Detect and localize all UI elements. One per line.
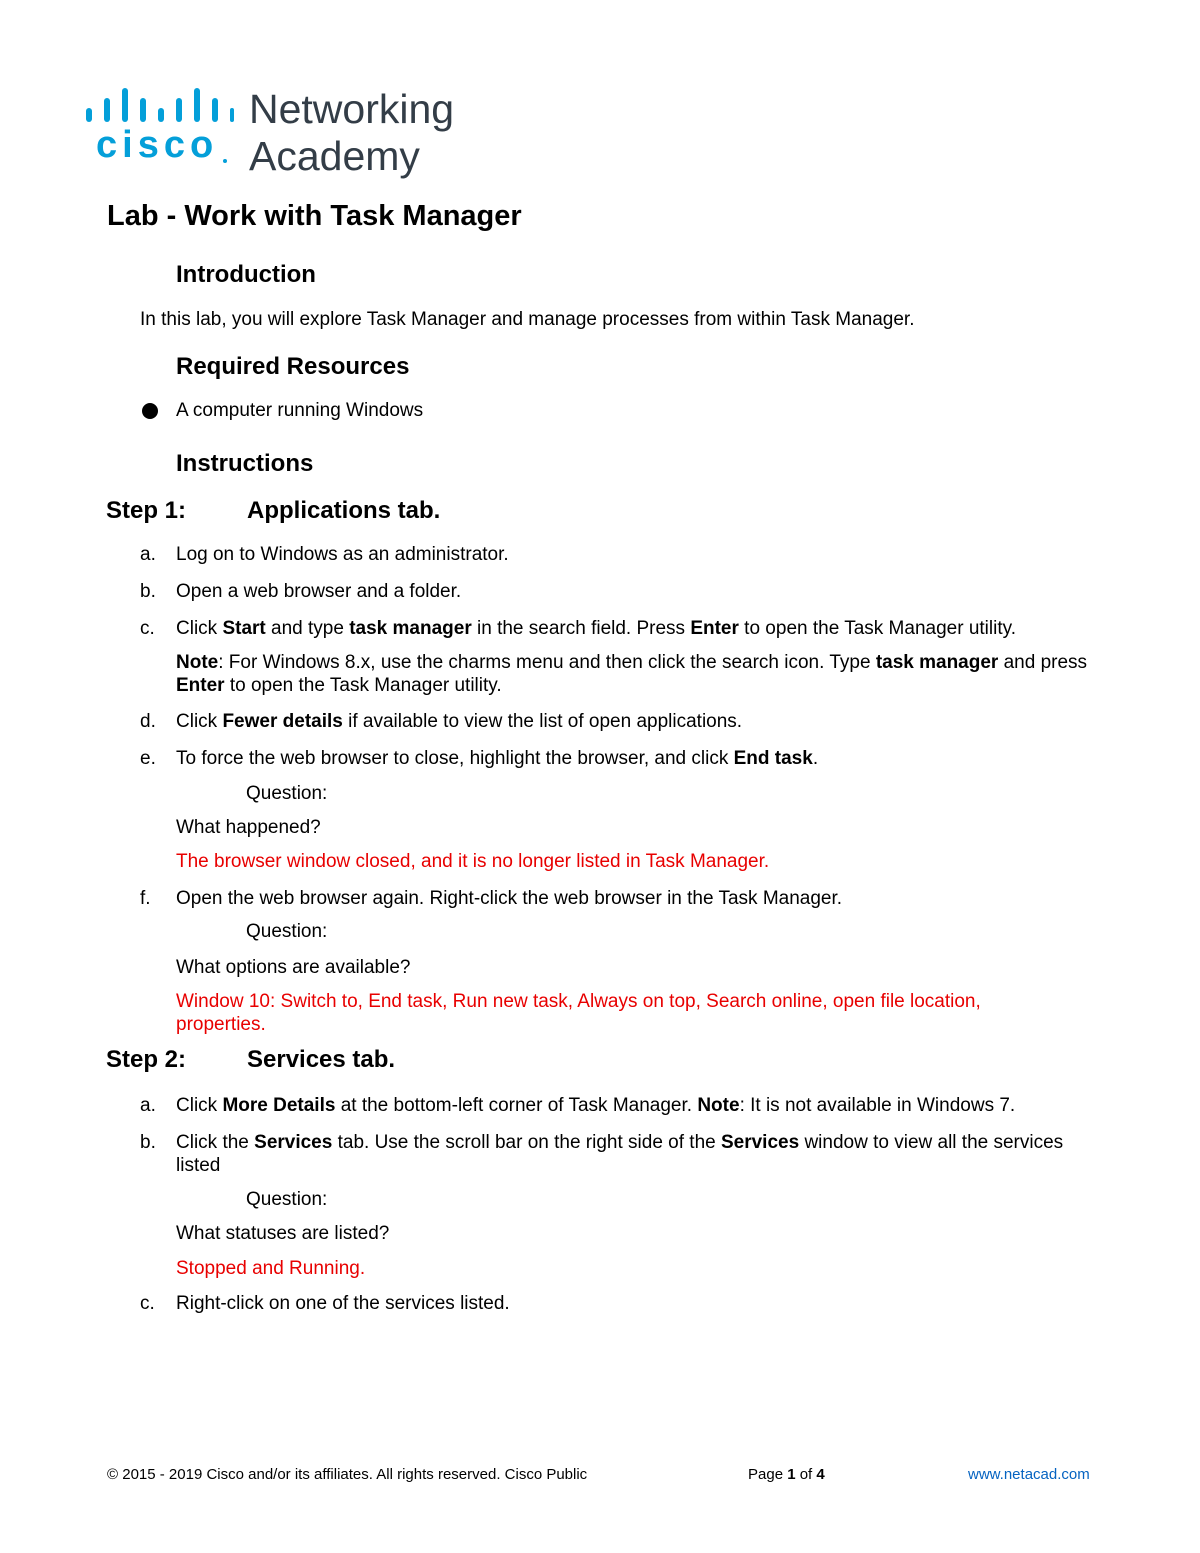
step-2-heading [106, 1046, 395, 1074]
list-marker: a. [140, 1095, 156, 1116]
logo-line-academy: Academy [249, 133, 420, 179]
list-text: Click Fewer details if available to view the list of open applications. [176, 711, 743, 732]
task-manager-keyword: task manager [349, 618, 472, 639]
list-text: Click More Details at the bottom-left corner of Task Manager. Note: It is not available in Windows 7. [176, 1095, 1016, 1116]
question-label: Question: [246, 783, 328, 804]
step-2-number: Step 2: [106, 1046, 187, 1073]
copyright-symbol: © [107, 1466, 119, 1483]
academy-wordmark [249, 86, 454, 180]
resources-heading: Required Resources [176, 353, 410, 380]
bullet-icon [142, 403, 158, 419]
question-label: Question: [246, 921, 328, 942]
footer-copyright: © 2015 - 2019 Cisco and/or its affiliates. All rights reserved. Cisco Public [107, 1466, 588, 1483]
list-text: Open the web browser again. Right-click the web browser in the Task Manager. [176, 888, 843, 909]
introduction-heading: Introduction [176, 261, 316, 288]
list-marker: b. [140, 581, 156, 602]
list-text: Log on to Windows as an administrator. [176, 544, 509, 565]
logo-line-networking: Networking [249, 86, 455, 132]
list-marker: f. [140, 888, 151, 909]
list-text: To force the web browser to close, highlight the browser, and click End task. [176, 748, 819, 769]
footer-page-number: Page 1 of 4 [748, 1466, 825, 1483]
enter-keyword: Enter [690, 618, 739, 639]
list-marker: c. [140, 1293, 155, 1314]
list-marker: e. [140, 748, 156, 769]
question-text: What options are available? [176, 957, 411, 978]
introduction-text: In this lab, you will explore Task Manager and manage processes from within Task Manager. [140, 309, 915, 330]
step-2-title: Services tab. [247, 1046, 396, 1073]
step-1-title: Applications tab. [247, 497, 441, 524]
list-text: Click Start and type task manager in the search field. Press Enter to open the Task Manager utility. [176, 618, 1016, 639]
step-1-heading [106, 497, 440, 525]
end-task-keyword: End task [733, 748, 813, 769]
note-label: Note [697, 1095, 740, 1116]
instructions-heading: Instructions [176, 450, 314, 477]
footer-url-link[interactable]: www.netacad.com [968, 1466, 1090, 1483]
note-label: Note [176, 652, 219, 673]
fewer-details-keyword: Fewer details [222, 711, 343, 732]
step-1-number: Step 1: [106, 497, 187, 524]
services-keyword: Services [720, 1132, 800, 1153]
cisco-trademark-dot [223, 159, 227, 163]
services-keyword: Services [254, 1132, 333, 1153]
resource-item: A computer running Windows [176, 400, 424, 421]
list-text: Open a web browser and a folder. [176, 581, 462, 602]
list-marker: b. [140, 1132, 156, 1153]
answer-text: Window 10: Switch to, End task, Run new task, Always on top, Search online, open file location, properties. [176, 991, 981, 1035]
list-text: Click the Services tab. Use the scroll bar on the right side of the Services window to view all the services listed [176, 1132, 1064, 1176]
question-text: What happened? [176, 817, 321, 838]
more-details-keyword: More Details [222, 1095, 336, 1116]
cisco-wordmark: cisco [96, 124, 219, 166]
cisco-networking-academy-logo [84, 86, 484, 182]
list-marker: c. [140, 618, 155, 639]
question-label: Question: [246, 1189, 328, 1210]
step1-note: Note: For Windows 8.x, use the charms menu and then click the search icon. Type task manager and press Enter to open the Task Manager utility. [176, 652, 1088, 696]
answer-text: Stopped and Running. [176, 1258, 366, 1279]
answer-text: The browser window closed, and it is no longer listed in Task Manager. [176, 851, 770, 872]
start-keyword: Start [222, 618, 266, 639]
question-text: What statuses are listed? [176, 1223, 390, 1244]
cisco-bars-icon [84, 86, 234, 126]
list-marker: d. [140, 711, 156, 732]
list-marker: a. [140, 544, 156, 565]
page-title: Lab - Work with Task Manager [107, 200, 522, 232]
list-text: Right-click on one of the services listed. [176, 1293, 510, 1314]
